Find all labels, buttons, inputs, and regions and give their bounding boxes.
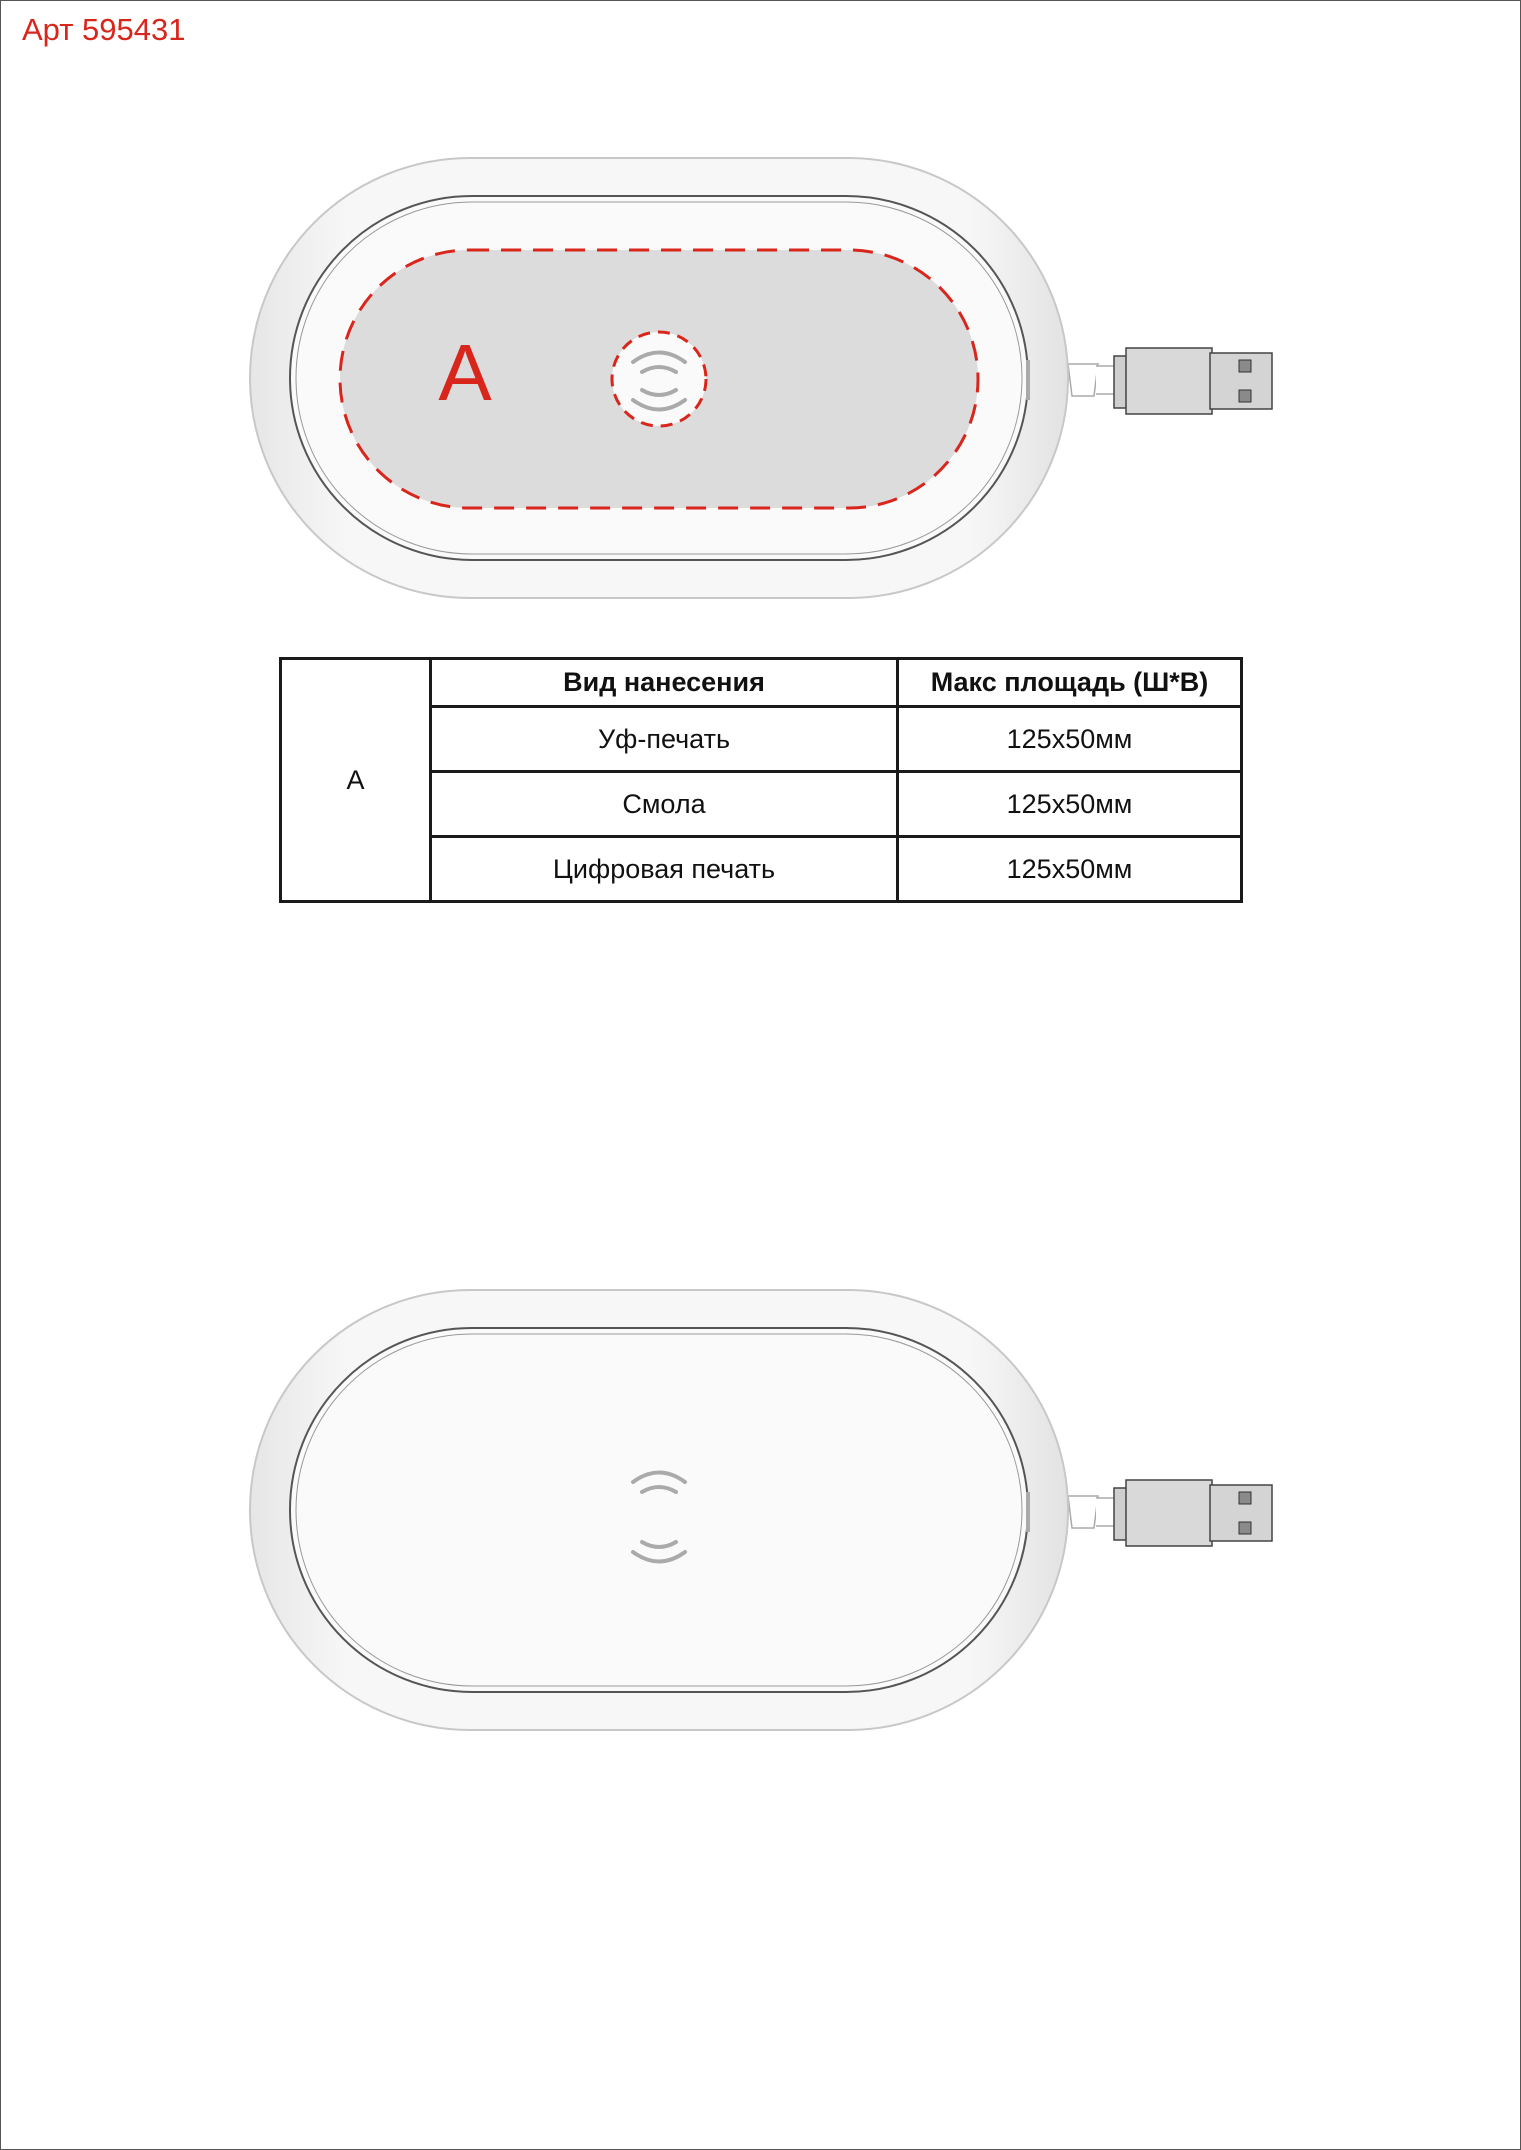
area-cell: 125x50мм (898, 772, 1242, 837)
table-header-row (281, 659, 1242, 707)
usb-plug-icon (1068, 348, 1272, 414)
area-cell: 125x50мм (898, 707, 1242, 772)
product-top-view (0, 150, 1521, 610)
print-area-a (340, 250, 978, 508)
print-specification-table (279, 657, 1243, 903)
charger-body (250, 1290, 1068, 1730)
column-header-area: Макс площадь (Ш*В) (898, 659, 1242, 707)
zone-letter: A (281, 659, 431, 902)
area-cell: 125x50мм (898, 837, 1242, 902)
column-header-method: Вид нанесения (431, 659, 898, 707)
method-cell: Уф-печать (431, 707, 898, 772)
method-cell: Смола (431, 772, 898, 837)
print-area-label: A (438, 328, 492, 417)
method-cell: Цифровая печать (431, 837, 898, 902)
usb-plug-icon (1068, 1480, 1272, 1546)
article-number: Арт 595431 (22, 12, 186, 47)
product-plain-view (0, 1282, 1521, 1742)
